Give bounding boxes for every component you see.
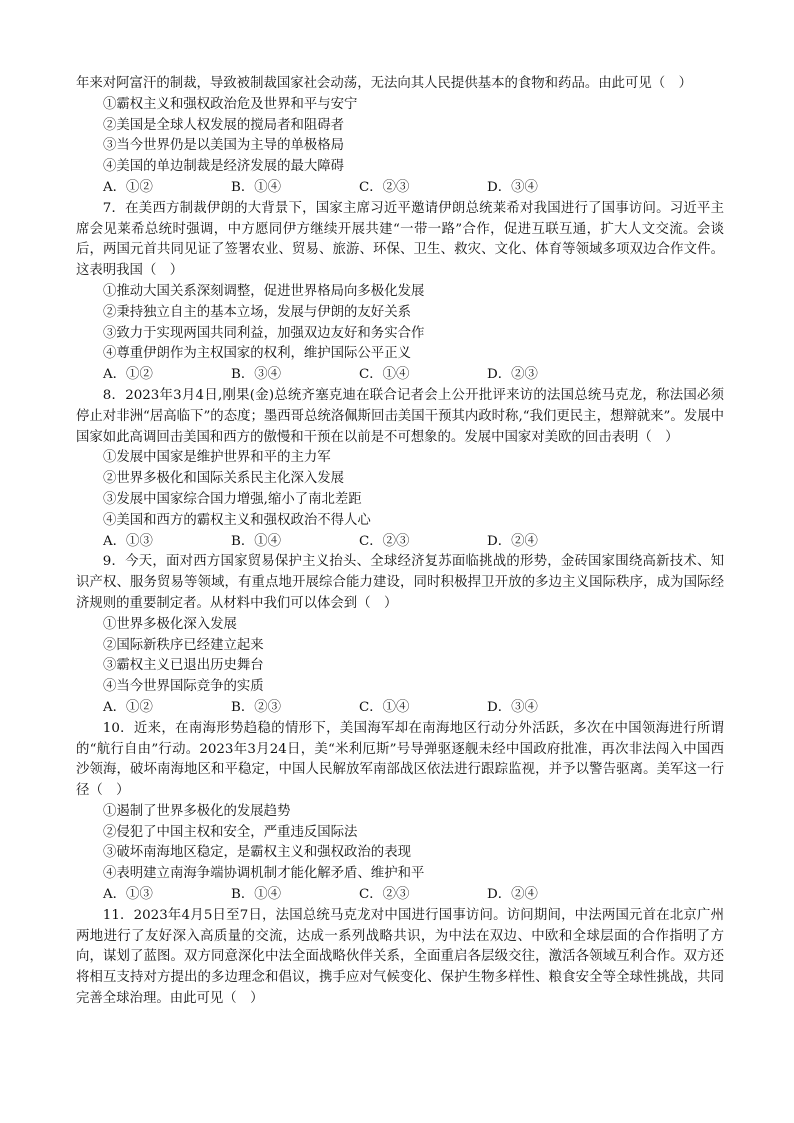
option-2: ②国际新秩序已经建立起来 bbox=[103, 637, 264, 653]
answer-choices bbox=[76, 532, 724, 553]
option-2: ②侵犯了中国主权和安全，严重违反国际法 bbox=[103, 824, 358, 840]
choice-b: B．①④ bbox=[231, 533, 282, 549]
document-page bbox=[76, 74, 724, 1010]
choice-a: A．①③ bbox=[103, 533, 153, 549]
option-1: ①发展中国家是维护世界和平的主力军 bbox=[103, 450, 331, 466]
choice-c: C．①④ bbox=[359, 699, 410, 715]
option-1: ①遏制了世界多极化的发展趋势 bbox=[103, 803, 291, 819]
option-1: ①推动大国关系深刻调整，促进世界格局向多极化发展 bbox=[103, 283, 425, 299]
answer-choices bbox=[76, 885, 724, 906]
choice-c: C．②③ bbox=[359, 179, 410, 195]
option-2: ②世界多极化和国际关系民主化深入发展 bbox=[103, 471, 345, 487]
choice-b: B．①④ bbox=[231, 179, 282, 195]
question-stem: 7．在美西方制裁伊朗的大背景下，国家主席习近平邀请伊朗总统莱希对我国进行了国事访问。习近平主席会见莱希总统时强调，中方愿同伊方继续开展共建“一带一路”合作，促进互联互通，扩大人文交流。会谈后，两国元首共同见证了签署农业、贸易、旅游、环保、卫生、救灾、文化、体育等领域多项双边合作文件。这表明我国（ ） bbox=[76, 200, 724, 279]
choice-c: C．②③ bbox=[359, 887, 410, 903]
answer-choices bbox=[76, 698, 724, 719]
choice-a: A．①② bbox=[103, 699, 153, 715]
option-3: ③破坏南海地区稳定，是霸权主义和强权政治的表现 bbox=[103, 845, 411, 861]
option-4: ④美国的单边制裁是经济发展的最大障碍 bbox=[103, 159, 345, 175]
choice-d: D．②③ bbox=[487, 367, 538, 383]
option-3: ③致力于实现两国共同利益，加强双边友好和务实合作 bbox=[103, 325, 425, 341]
question-11 bbox=[76, 906, 724, 1010]
question-6-continued bbox=[76, 74, 724, 199]
choice-a: A．①② bbox=[103, 179, 153, 195]
choice-d: D．③④ bbox=[487, 179, 538, 195]
question-10 bbox=[76, 719, 724, 906]
question-stem: 9．今天，面对西方国家贸易保护主义抬头、全球经济复苏面临挑战的形势，金砖国家围绕高新技术、知识产权、服务贸易等领域，有重点地开展综合能力建设，同时积极捍卫开放的多边主义国际秩序，成为国际经济规则的重要制定者。从材料中我们可以体会到（ ） bbox=[76, 554, 724, 611]
question-9 bbox=[76, 552, 724, 718]
choice-d: D．③④ bbox=[487, 699, 538, 715]
option-4: ④表明建立南海争端协调机制才能化解矛盾、维护和平 bbox=[103, 866, 425, 882]
choice-b: B．③④ bbox=[231, 367, 282, 383]
choice-a: A．①② bbox=[103, 367, 153, 383]
option-2: ②美国是全球人权发展的搅局者和阻碍者 bbox=[103, 117, 345, 133]
question-stem: 11．2023年4月5日至7日，法国总统马克龙对中国进行国事访问。访问期间，中法两国元首在北京广州两地进行了友好深入高质量的交流，达成一系列战略共识，为中法在双边、中欧和全球层面的合作指明了方向，谋划了蓝图。双方同意深化中法全面战略伙伴关系，全面重启各层级交往，激活各领域互利合作。双方还将相互支持对方提出的多边理念和倡议，携手应对气候变化、保护生物多样性、粮食安全等全球性挑战，共同完善全球治理。由此可见（ ） bbox=[76, 907, 724, 1007]
question-7 bbox=[76, 199, 724, 386]
choice-a: A．①③ bbox=[103, 887, 153, 903]
choice-d: D．②④ bbox=[487, 887, 538, 903]
choice-b: B．①④ bbox=[231, 887, 282, 903]
choice-c: C．①④ bbox=[359, 367, 410, 383]
option-3: ③发展中国家综合国力增强,缩小了南北差距 bbox=[103, 491, 362, 507]
question-stem: 8．2023年3月4日,刚果(金)总统齐塞克迪在联合记者会上公开批评来访的法国总统马克龙，称法国必须停止对非洲“居高临下”的态度；墨西哥总统洛佩斯回击美国干预其内政时称,“我们更民主，想辩就来”。发展中国家如此高调回击美国和西方的傲慢和干预在以前是不可想象的。发展中国家对美欧的回击表明（ ） bbox=[76, 387, 724, 445]
option-4: ④当今世界国际竞争的实质 bbox=[103, 679, 264, 695]
choice-d: D．②④ bbox=[487, 533, 538, 549]
option-4: ④尊重伊朗作为主权国家的权利，维护国际公平正义 bbox=[103, 346, 411, 362]
question-stem: 10．近来，在南海形势趋稳的情形下，美国海军却在南海地区行动分外活跃，多次在中国领海进行所谓的“航行自由”行动。2023年3月24日，美“米利厄斯”号导弹驱逐舰未经中国政府批准，再次非法闯入中国西沙领海，破坏南海地区和平稳定，中国人民解放军南部战区依法进行跟踪监视，并予以警告驱离。美军这一行径（ ） bbox=[76, 720, 724, 799]
question-stem: 年来对阿富汗的制裁，导致被制裁国家社会动荡，无法向其人民提供基本的食物和药品。由此可见（ ） bbox=[76, 76, 692, 91]
option-3: ③当今世界仍是以美国为主导的单极格局 bbox=[103, 138, 345, 154]
option-4: ④美国和西方的霸权主义和强权政治不得人心 bbox=[103, 512, 371, 528]
option-3: ③霸权主义已退出历史舞台 bbox=[103, 658, 264, 674]
choice-b: B．②③ bbox=[231, 699, 282, 715]
question-8 bbox=[76, 386, 724, 552]
option-1: ①世界多极化深入发展 bbox=[103, 616, 237, 632]
option-2: ②秉持独立自主的基本立场，发展与伊朗的友好关系 bbox=[103, 304, 411, 320]
answer-choices bbox=[76, 178, 724, 199]
choice-c: C．②③ bbox=[359, 533, 410, 549]
option-1: ①霸权主义和强权政治危及世界和平与安宁 bbox=[103, 96, 358, 112]
answer-choices bbox=[76, 365, 724, 386]
